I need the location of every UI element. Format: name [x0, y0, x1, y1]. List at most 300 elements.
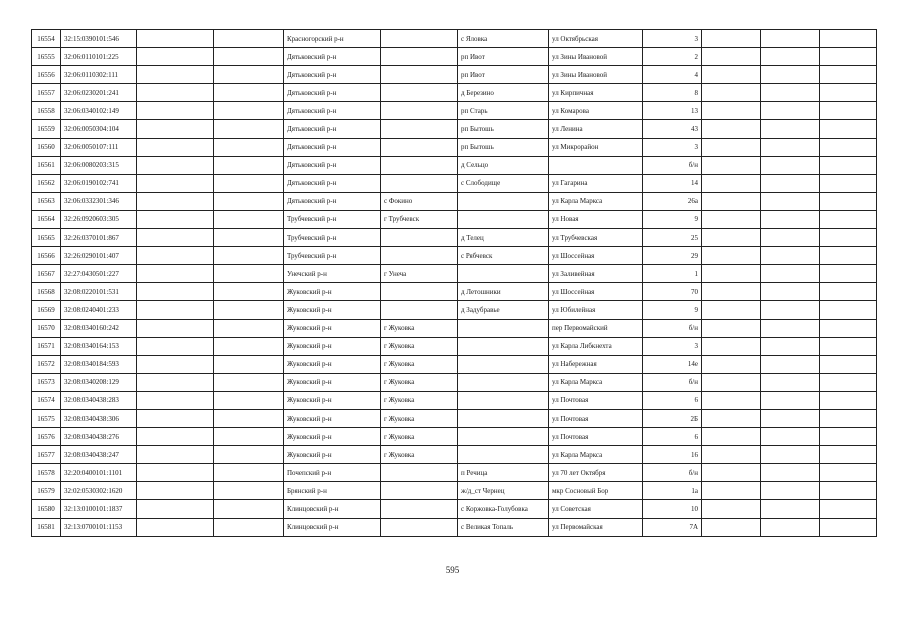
- row-number-cell: 16577: [32, 446, 61, 464]
- empty-cell: [137, 84, 214, 102]
- house-number-cell: 2Б: [643, 409, 702, 427]
- empty-cell: [214, 482, 284, 500]
- town-cell: [381, 102, 458, 120]
- town-cell: г Жуковка: [381, 391, 458, 409]
- row-number-cell: 16561: [32, 156, 61, 174]
- empty-cell: [702, 138, 761, 156]
- empty-cell: [214, 156, 284, 174]
- empty-cell: [137, 518, 214, 536]
- empty-cell: [820, 428, 877, 446]
- empty-cell: [761, 446, 820, 464]
- cadastral-number-cell: 32:08:0340160:242: [61, 319, 137, 337]
- table-row: [32, 337, 877, 355]
- empty-cell: [702, 30, 761, 48]
- town-cell: [381, 500, 458, 518]
- table-row: [32, 373, 877, 391]
- town-cell: г Жуковка: [381, 319, 458, 337]
- locality-cell: [458, 391, 549, 409]
- town-cell: г Жуковка: [381, 337, 458, 355]
- empty-cell: [214, 265, 284, 283]
- town-cell: [381, 48, 458, 66]
- street-cell: ул Заливейная: [549, 265, 643, 283]
- district-cell: Жуковский р-н: [284, 409, 381, 427]
- locality-cell: п Речица: [458, 464, 549, 482]
- cadastral-number-cell: 32:08:0340438:306: [61, 409, 137, 427]
- empty-cell: [820, 156, 877, 174]
- empty-cell: [137, 120, 214, 138]
- house-number-cell: 14: [643, 174, 702, 192]
- house-number-cell: 43: [643, 120, 702, 138]
- street-cell: ул Комарова: [549, 102, 643, 120]
- locality-cell: [458, 337, 549, 355]
- town-cell: г Жуковка: [381, 446, 458, 464]
- house-number-cell: 14е: [643, 355, 702, 373]
- street-cell: ул Карла Маркса: [549, 446, 643, 464]
- empty-cell: [214, 391, 284, 409]
- locality-cell: с Рябчевск: [458, 247, 549, 265]
- empty-cell: [137, 319, 214, 337]
- empty-cell: [820, 120, 877, 138]
- empty-cell: [702, 355, 761, 373]
- street-cell: ул Карла Либкнехта: [549, 337, 643, 355]
- empty-cell: [137, 373, 214, 391]
- empty-cell: [761, 464, 820, 482]
- table-row: [32, 518, 877, 536]
- district-cell: Жуковский р-н: [284, 319, 381, 337]
- house-number-cell: 25: [643, 229, 702, 247]
- empty-cell: [702, 265, 761, 283]
- row-number-cell: 16576: [32, 428, 61, 446]
- empty-cell: [820, 84, 877, 102]
- table-row: [32, 48, 877, 66]
- empty-cell: [702, 120, 761, 138]
- locality-cell: [458, 428, 549, 446]
- row-number-cell: 16560: [32, 138, 61, 156]
- empty-cell: [214, 138, 284, 156]
- empty-cell: [137, 301, 214, 319]
- house-number-cell: 26а: [643, 192, 702, 210]
- empty-cell: [137, 229, 214, 247]
- house-number-cell: 1а: [643, 482, 702, 500]
- empty-cell: [214, 192, 284, 210]
- empty-cell: [820, 229, 877, 247]
- empty-cell: [761, 283, 820, 301]
- empty-cell: [702, 373, 761, 391]
- row-number-cell: 16562: [32, 174, 61, 192]
- empty-cell: [137, 428, 214, 446]
- district-cell: Трубчевский р-н: [284, 229, 381, 247]
- table-row: [32, 355, 877, 373]
- empty-cell: [702, 156, 761, 174]
- table-row: [32, 391, 877, 409]
- empty-cell: [214, 247, 284, 265]
- cadastral-number-cell: 32:06:0340102:149: [61, 102, 137, 120]
- empty-cell: [761, 518, 820, 536]
- empty-cell: [761, 391, 820, 409]
- empty-cell: [761, 120, 820, 138]
- empty-cell: [761, 138, 820, 156]
- empty-cell: [761, 265, 820, 283]
- empty-cell: [761, 247, 820, 265]
- town-cell: [381, 247, 458, 265]
- town-cell: [381, 84, 458, 102]
- locality-cell: ж/д_ст Чернец: [458, 482, 549, 500]
- district-cell: Жуковский р-н: [284, 283, 381, 301]
- empty-cell: [820, 30, 877, 48]
- district-cell: Красногорский р-н: [284, 30, 381, 48]
- empty-cell: [214, 500, 284, 518]
- town-cell: [381, 482, 458, 500]
- table-row: [32, 102, 877, 120]
- table-row: [32, 319, 877, 337]
- empty-cell: [820, 409, 877, 427]
- street-cell: ул Кирпичная: [549, 84, 643, 102]
- empty-cell: [137, 446, 214, 464]
- cadastral-number-cell: 32:06:0110101:225: [61, 48, 137, 66]
- house-number-cell: 6: [643, 391, 702, 409]
- table-row: [32, 156, 877, 174]
- empty-cell: [820, 500, 877, 518]
- empty-cell: [820, 102, 877, 120]
- locality-cell: рп Ивот: [458, 66, 549, 84]
- empty-cell: [702, 464, 761, 482]
- table-row: [32, 174, 877, 192]
- empty-cell: [761, 319, 820, 337]
- district-cell: Дятьковский р-н: [284, 138, 381, 156]
- street-cell: ул Первомайская: [549, 518, 643, 536]
- cadastral-number-cell: 32:06:0332301:346: [61, 192, 137, 210]
- empty-cell: [214, 373, 284, 391]
- empty-cell: [820, 373, 877, 391]
- district-cell: Жуковский р-н: [284, 391, 381, 409]
- street-cell: мкр Сосновый Бор: [549, 482, 643, 500]
- district-cell: Унечский р-н: [284, 265, 381, 283]
- empty-cell: [820, 48, 877, 66]
- row-number-cell: 16556: [32, 66, 61, 84]
- row-number-cell: 16567: [32, 265, 61, 283]
- district-cell: Жуковский р-н: [284, 373, 381, 391]
- row-number-cell: 16566: [32, 247, 61, 265]
- street-cell: ул Новая: [549, 210, 643, 228]
- cadastral-number-cell: 32:26:0290101:407: [61, 247, 137, 265]
- row-number-cell: 16572: [32, 355, 61, 373]
- row-number-cell: 16559: [32, 120, 61, 138]
- empty-cell: [214, 30, 284, 48]
- empty-cell: [702, 192, 761, 210]
- locality-cell: с Великая Топаль: [458, 518, 549, 536]
- locality-cell: д Задубравье: [458, 301, 549, 319]
- empty-cell: [214, 84, 284, 102]
- cadastral-number-cell: 32:08:0340438:247: [61, 446, 137, 464]
- house-number-cell: 7А: [643, 518, 702, 536]
- house-number-cell: б/н: [643, 373, 702, 391]
- cadastral-number-cell: 32:06:0050107:111: [61, 138, 137, 156]
- empty-cell: [137, 48, 214, 66]
- town-cell: г Жуковка: [381, 355, 458, 373]
- row-number-cell: 16575: [32, 409, 61, 427]
- row-number-cell: 16573: [32, 373, 61, 391]
- empty-cell: [761, 30, 820, 48]
- empty-cell: [820, 482, 877, 500]
- cadastral-number-cell: 32:06:0190102:741: [61, 174, 137, 192]
- street-cell: [549, 156, 643, 174]
- empty-cell: [702, 84, 761, 102]
- empty-cell: [820, 138, 877, 156]
- district-cell: Жуковский р-н: [284, 428, 381, 446]
- cadastral-number-cell: 32:15:0390101:546: [61, 30, 137, 48]
- house-number-cell: 2: [643, 48, 702, 66]
- cadastral-number-cell: 32:06:0110302:111: [61, 66, 137, 84]
- table-row: [32, 66, 877, 84]
- empty-cell: [820, 446, 877, 464]
- empty-cell: [761, 500, 820, 518]
- empty-cell: [214, 174, 284, 192]
- table-row: [32, 30, 877, 48]
- district-cell: Брянский р-н: [284, 482, 381, 500]
- empty-cell: [214, 355, 284, 373]
- house-number-cell: 13: [643, 102, 702, 120]
- locality-cell: [458, 319, 549, 337]
- empty-cell: [702, 500, 761, 518]
- street-cell: ул Шоссейная: [549, 283, 643, 301]
- cadastral-number-cell: 32:08:0340438:283: [61, 391, 137, 409]
- cadastral-number-cell: 32:27:0430501:227: [61, 265, 137, 283]
- empty-cell: [761, 156, 820, 174]
- house-number-cell: 29: [643, 247, 702, 265]
- empty-cell: [761, 229, 820, 247]
- cadastral-number-cell: 32:02:0530302:1620: [61, 482, 137, 500]
- row-number-cell: 16555: [32, 48, 61, 66]
- empty-cell: [820, 192, 877, 210]
- empty-cell: [820, 283, 877, 301]
- empty-cell: [702, 391, 761, 409]
- empty-cell: [820, 301, 877, 319]
- empty-cell: [761, 192, 820, 210]
- street-cell: ул Почтовая: [549, 428, 643, 446]
- locality-cell: рп Старь: [458, 102, 549, 120]
- district-cell: Жуковский р-н: [284, 301, 381, 319]
- empty-cell: [137, 409, 214, 427]
- table-row: [32, 500, 877, 518]
- cadastral-number-cell: 32:06:0050304:104: [61, 120, 137, 138]
- page-number: 595: [445, 565, 460, 575]
- town-cell: [381, 283, 458, 301]
- house-number-cell: б/н: [643, 319, 702, 337]
- district-cell: Дятьковский р-н: [284, 102, 381, 120]
- street-cell: ул Почтовая: [549, 409, 643, 427]
- house-number-cell: б/н: [643, 156, 702, 174]
- empty-cell: [702, 409, 761, 427]
- table-row: [32, 247, 877, 265]
- house-number-cell: 3: [643, 337, 702, 355]
- house-number-cell: 9: [643, 210, 702, 228]
- street-cell: ул Октябрьская: [549, 30, 643, 48]
- empty-cell: [820, 518, 877, 536]
- table-row: [32, 482, 877, 500]
- street-cell: ул Набережная: [549, 355, 643, 373]
- empty-cell: [137, 283, 214, 301]
- locality-cell: [458, 409, 549, 427]
- empty-cell: [820, 66, 877, 84]
- district-cell: Дятьковский р-н: [284, 156, 381, 174]
- row-number-cell: 16563: [32, 192, 61, 210]
- table-row: [32, 409, 877, 427]
- table-row: [32, 120, 877, 138]
- district-cell: Клинцовский р-н: [284, 518, 381, 536]
- empty-cell: [137, 464, 214, 482]
- cadastral-number-cell: 32:13:0700101:1153: [61, 518, 137, 536]
- house-number-cell: 1: [643, 265, 702, 283]
- house-number-cell: 4: [643, 66, 702, 84]
- register-rows: [32, 30, 877, 537]
- empty-cell: [137, 192, 214, 210]
- house-number-cell: б/н: [643, 464, 702, 482]
- empty-cell: [214, 48, 284, 66]
- register-table: [31, 29, 877, 537]
- cadastral-number-cell: 32:13:0100101:1837: [61, 500, 137, 518]
- empty-cell: [137, 138, 214, 156]
- empty-cell: [702, 482, 761, 500]
- locality-cell: рп Ивот: [458, 48, 549, 66]
- empty-cell: [702, 174, 761, 192]
- table-row: [32, 265, 877, 283]
- empty-cell: [761, 428, 820, 446]
- row-number-cell: 16568: [32, 283, 61, 301]
- cadastral-number-cell: 32:08:0340208:129: [61, 373, 137, 391]
- empty-cell: [761, 355, 820, 373]
- empty-cell: [820, 265, 877, 283]
- empty-cell: [214, 66, 284, 84]
- empty-cell: [214, 283, 284, 301]
- empty-cell: [820, 174, 877, 192]
- town-cell: [381, 464, 458, 482]
- empty-cell: [820, 319, 877, 337]
- street-cell: ул Зины Ивановой: [549, 48, 643, 66]
- table-row: [32, 428, 877, 446]
- empty-cell: [761, 482, 820, 500]
- town-cell: [381, 30, 458, 48]
- row-number-cell: 16579: [32, 482, 61, 500]
- cadastral-number-cell: 32:06:0080203:315: [61, 156, 137, 174]
- empty-cell: [214, 428, 284, 446]
- district-cell: Жуковский р-н: [284, 355, 381, 373]
- cadastral-number-cell: 32:26:0920603:305: [61, 210, 137, 228]
- town-cell: [381, 174, 458, 192]
- row-number-cell: 16565: [32, 229, 61, 247]
- street-cell: ул Зины Ивановой: [549, 66, 643, 84]
- empty-cell: [820, 391, 877, 409]
- empty-cell: [702, 48, 761, 66]
- empty-cell: [702, 518, 761, 536]
- empty-cell: [702, 102, 761, 120]
- cadastral-number-cell: 32:08:0220101:531: [61, 283, 137, 301]
- empty-cell: [761, 102, 820, 120]
- house-number-cell: 8: [643, 84, 702, 102]
- empty-cell: [761, 84, 820, 102]
- empty-cell: [702, 210, 761, 228]
- empty-cell: [214, 464, 284, 482]
- district-cell: Трубчевский р-н: [284, 247, 381, 265]
- table-row: [32, 283, 877, 301]
- district-cell: Жуковский р-н: [284, 446, 381, 464]
- district-cell: Трубчевский р-н: [284, 210, 381, 228]
- street-cell: ул 70 лет Октября: [549, 464, 643, 482]
- locality-cell: [458, 373, 549, 391]
- empty-cell: [761, 373, 820, 391]
- empty-cell: [761, 174, 820, 192]
- empty-cell: [137, 482, 214, 500]
- table-row: [32, 229, 877, 247]
- locality-cell: с Яловка: [458, 30, 549, 48]
- empty-cell: [702, 428, 761, 446]
- town-cell: г Жуковка: [381, 428, 458, 446]
- empty-cell: [761, 301, 820, 319]
- empty-cell: [137, 247, 214, 265]
- house-number-cell: 9: [643, 301, 702, 319]
- row-number-cell: 16571: [32, 337, 61, 355]
- district-cell: Дятьковский р-н: [284, 66, 381, 84]
- row-number-cell: 16557: [32, 84, 61, 102]
- street-cell: ул Юбилейная: [549, 301, 643, 319]
- empty-cell: [761, 409, 820, 427]
- street-cell: ул Шоссейная: [549, 247, 643, 265]
- empty-cell: [702, 446, 761, 464]
- cadastral-number-cell: 32:08:0240401:233: [61, 301, 137, 319]
- empty-cell: [761, 48, 820, 66]
- locality-cell: [458, 355, 549, 373]
- town-cell: [381, 229, 458, 247]
- empty-cell: [137, 66, 214, 84]
- empty-cell: [820, 337, 877, 355]
- district-cell: Дятьковский р-н: [284, 120, 381, 138]
- street-cell: ул Ленина: [549, 120, 643, 138]
- row-number-cell: 16558: [32, 102, 61, 120]
- empty-cell: [702, 283, 761, 301]
- row-number-cell: 16569: [32, 301, 61, 319]
- locality-cell: [458, 446, 549, 464]
- empty-cell: [137, 500, 214, 518]
- empty-cell: [702, 301, 761, 319]
- town-cell: г Жуковка: [381, 373, 458, 391]
- empty-cell: [137, 391, 214, 409]
- locality-cell: рп Бытошь: [458, 138, 549, 156]
- empty-cell: [702, 229, 761, 247]
- district-cell: Дятьковский р-н: [284, 192, 381, 210]
- street-cell: ул Почтовая: [549, 391, 643, 409]
- locality-cell: д Березино: [458, 84, 549, 102]
- empty-cell: [137, 355, 214, 373]
- empty-cell: [761, 210, 820, 228]
- town-cell: с Фокино: [381, 192, 458, 210]
- street-cell: ул Гагарина: [549, 174, 643, 192]
- row-number-cell: 16554: [32, 30, 61, 48]
- empty-cell: [820, 247, 877, 265]
- district-cell: Дятьковский р-н: [284, 174, 381, 192]
- town-cell: г Унеча: [381, 265, 458, 283]
- table-row: [32, 138, 877, 156]
- district-cell: Жуковский р-н: [284, 337, 381, 355]
- row-number-cell: 16570: [32, 319, 61, 337]
- table-row: [32, 301, 877, 319]
- empty-cell: [214, 409, 284, 427]
- town-cell: [381, 66, 458, 84]
- cadastral-number-cell: 32:08:0340184:593: [61, 355, 137, 373]
- empty-cell: [761, 66, 820, 84]
- empty-cell: [137, 174, 214, 192]
- empty-cell: [137, 156, 214, 174]
- town-cell: г Жуковка: [381, 409, 458, 427]
- empty-cell: [214, 319, 284, 337]
